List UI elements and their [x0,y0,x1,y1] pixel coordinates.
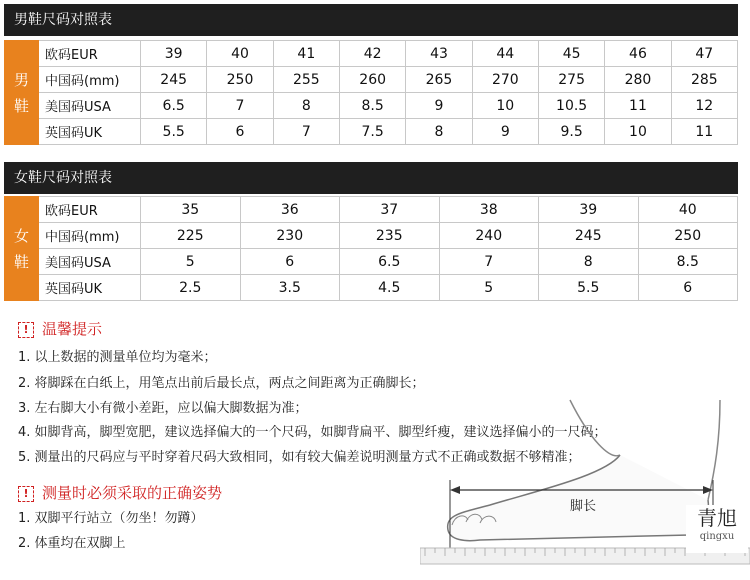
size-cell: 280 [605,67,671,93]
size-cell: 3.5 [240,275,340,301]
men-section-header: 男鞋尺码对照表 [4,4,738,36]
posture-title [18,482,222,503]
size-cell: 45 [538,41,604,67]
size-cell: 245 [539,223,639,249]
size-cell: 5 [141,249,241,275]
size-cell: 270 [472,67,538,93]
side-label-char: 男 [13,70,29,89]
size-cell: 285 [671,67,737,93]
size-cell: 225 [141,223,241,249]
size-cell: 10.5 [538,93,604,119]
tip-line: 3. 左右脚大小有微小差距，应以偏大脚数据为准； [18,401,308,416]
size-cell: 38 [439,197,539,223]
size-row [5,197,738,223]
size-cell: 275 [538,67,604,93]
size-cell: 8.5 [638,249,738,275]
women-size-table [4,196,738,301]
size-cell: 255 [273,67,339,93]
size-row [5,41,738,67]
size-cell: 250 [207,67,273,93]
size-cell: 9 [406,93,472,119]
size-cell: 42 [339,41,405,67]
size-cell: 6.5 [141,93,207,119]
size-row [5,223,738,249]
size-cell: 10 [605,119,671,145]
tip-line: 2. 将脚踩在白纸上，用笔点出前后最长点，两点之间距离为正确脚长； [18,376,425,391]
size-cell: 240 [439,223,539,249]
foot-length-label: 脚长 [570,499,597,514]
size-row-label: 英国码UK [39,275,141,301]
size-cell: 260 [339,67,405,93]
brand-name: 青旭 [697,506,737,530]
size-cell: 7 [439,249,539,275]
size-row [5,275,738,301]
size-row-label: 欧码EUR [39,41,141,67]
size-cell: 4.5 [340,275,440,301]
side-label-char: 女 [13,226,29,245]
size-cell: 245 [141,67,207,93]
size-cell: 7 [207,93,273,119]
men-side-label [5,41,39,145]
size-cell: 44 [472,41,538,67]
size-cell: 5 [439,275,539,301]
posture-line: 2. 体重均在双脚上 [18,536,126,551]
warning-icon: ! [18,486,34,502]
size-row-label: 中国码(mm) [39,67,141,93]
size-cell: 39 [539,197,639,223]
size-cell: 5.5 [141,119,207,145]
women-section-header: 女鞋尺码对照表 [4,162,738,194]
size-cell: 8.5 [339,93,405,119]
size-cell: 37 [340,197,440,223]
size-cell: 235 [340,223,440,249]
tips-title [18,318,102,339]
size-cell: 43 [406,41,472,67]
size-cell: 9.5 [538,119,604,145]
size-cell: 40 [207,41,273,67]
size-cell: 41 [273,41,339,67]
size-cell: 40 [638,197,738,223]
posture-title-text: 测量时必须采取的正确姿势 [42,484,223,502]
size-cell: 47 [671,41,737,67]
size-cell: 11 [605,93,671,119]
size-cell: 6 [207,119,273,145]
size-cell: 8 [273,93,339,119]
women-side-label [5,197,39,301]
size-row-label: 美国码USA [39,249,141,275]
size-row [5,249,738,275]
side-label-char: 鞋 [13,252,29,271]
size-cell: 9 [472,119,538,145]
size-cell: 250 [638,223,738,249]
tip-line: 1. 以上数据的测量单位均为毫米； [18,350,217,365]
tip-line: 5. 测量出的尺码应与平时穿着尺码大致相同，如有较大偏差说明测量方式不正确或数据不够精准； [18,450,581,465]
size-row [5,93,738,119]
size-cell: 10 [472,93,538,119]
warning-icon: ! [18,322,34,338]
size-cell: 6 [240,249,340,275]
side-label-char: 鞋 [13,96,29,115]
size-cell: 36 [240,197,340,223]
brand-logo [686,505,748,553]
posture-line: 1. 双脚平行站立（勿坐！勿蹲） [18,511,204,526]
size-row-label: 欧码EUR [39,197,141,223]
size-cell: 6 [638,275,738,301]
size-cell: 5.5 [539,275,639,301]
size-cell: 6.5 [340,249,440,275]
size-cell: 7.5 [339,119,405,145]
tips-title-text: 温馨提示 [42,320,103,338]
size-row-label: 美国码USA [39,93,141,119]
size-cell: 11 [671,119,737,145]
size-cell: 39 [141,41,207,67]
size-row-label: 英国码UK [39,119,141,145]
size-row-label: 中国码(mm) [39,223,141,249]
size-cell: 46 [605,41,671,67]
size-cell: 35 [141,197,241,223]
size-cell: 230 [240,223,340,249]
men-size-table [4,40,738,145]
size-row [5,67,738,93]
size-row [5,119,738,145]
size-cell: 8 [406,119,472,145]
brand-pinyin: qingxu [699,531,735,542]
size-cell: 7 [273,119,339,145]
size-cell: 12 [671,93,737,119]
size-cell: 265 [406,67,472,93]
size-cell: 2.5 [141,275,241,301]
size-cell: 8 [539,249,639,275]
tip-line: 4. 如脚背高，脚型宽肥，建议选择偏大的一个尺码，如脚背扁平、脚型纤瘦，建议选择偏小的一尺码； [18,425,607,440]
